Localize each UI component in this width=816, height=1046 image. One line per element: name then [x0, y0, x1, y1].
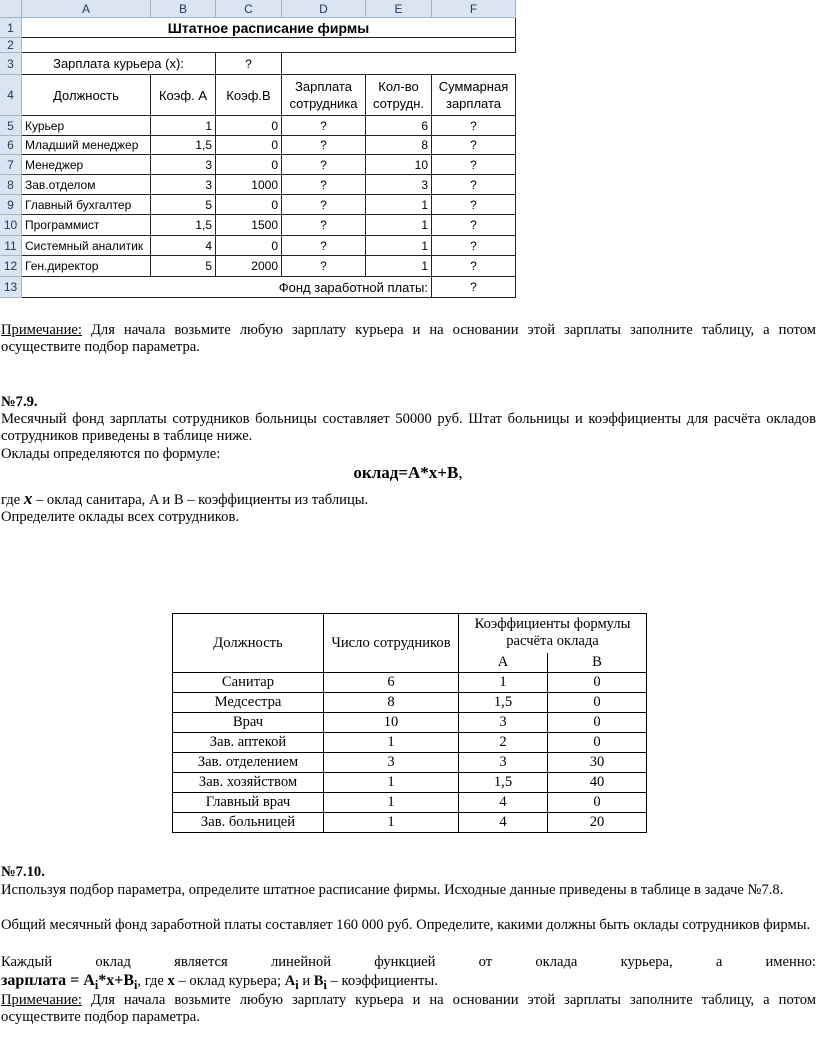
header-coef-b: B [548, 653, 647, 673]
f-a: A [284, 973, 296, 989]
column-title: Должность [22, 75, 151, 116]
table-row [173, 793, 647, 813]
task-7-10-formula-line [1, 972, 816, 994]
formula-text: оклад=A*x+B [353, 463, 459, 482]
cell-salary: ? [282, 136, 366, 155]
cell-count: 6 [324, 673, 459, 693]
cell-coef-b: 2000 [216, 256, 282, 277]
cell-total: ? [432, 215, 516, 236]
cell-coef-b: 0 [216, 116, 282, 136]
cell-position: Главный бухгалтер [22, 195, 151, 215]
cell-coef-b: 0 [548, 673, 647, 693]
cell-position: Врач [173, 713, 324, 733]
cell-salary: ? [282, 236, 366, 256]
header-count: Число сотрудников [324, 614, 459, 673]
note-text: Для начала возьмите любую зарплату курьера и на основании этой зарплаты заполните таблицу, а потом осуществите подбор параметра. [1, 322, 816, 355]
empty-cells [282, 53, 516, 75]
f-sub-a: i [295, 977, 299, 992]
cell-total: ? [432, 136, 516, 155]
cell-coef-b: 0 [216, 136, 282, 155]
cell-total: ? [432, 195, 516, 215]
cell-coef-a: 1 [459, 673, 548, 693]
courier-label: Зарплата курьера (x): [22, 53, 216, 75]
cell-coef-a: 1,5 [151, 136, 216, 155]
cell-coef-b: 0 [548, 733, 647, 753]
cell-coef-a: 5 [151, 195, 216, 215]
cell-total: ? [432, 155, 516, 175]
task-7-9-heading: №7.9. [1, 394, 38, 410]
note-label: Примечание: [1, 992, 82, 1008]
row-header: 12 [0, 256, 22, 277]
select-all-corner [0, 0, 22, 18]
column-header: B [151, 0, 216, 18]
f-end: – коэффициенты. [326, 973, 438, 989]
header-position: Должность [173, 614, 324, 673]
cell-total: ? [432, 236, 516, 256]
cell-coef-b: 40 [548, 773, 647, 793]
cell-coef-a: 3 [459, 713, 548, 733]
column-title: Коэф. A [151, 75, 216, 116]
row-header: 4 [0, 75, 22, 116]
cell-salary: ? [282, 195, 366, 215]
task-7-10-paragraph-2: Общий месячный фонд заработной платы составляет 160 000 руб. Определите, какими должны быть оклады сотрудников фирмы. [1, 917, 811, 933]
cell-position: Зав. хозяйством [173, 773, 324, 793]
where-x: x [23, 489, 33, 508]
f-x: x [167, 973, 175, 989]
cell-salary: ? [282, 175, 366, 195]
cell-position: Системный аналитик [22, 236, 151, 256]
cell-count: 8 [366, 136, 432, 155]
task-7-9-paragraph-1: Месячный фонд зарплаты сотрудников больницы составляет 50000 руб. Штат больницы и коэффициенты для расчёта окладов сотрудников приведены в таблице ниже. [1, 411, 816, 444]
cell-count: 1 [366, 215, 432, 236]
row-header: 11 [0, 236, 22, 256]
cell-position: Ген.директор [22, 256, 151, 277]
table-row [173, 813, 647, 833]
formula-suffix: , [458, 463, 463, 482]
column-title: Зарплата сотрудника [282, 75, 366, 116]
row-header: 6 [0, 136, 22, 155]
cell-position: Программист [22, 215, 151, 236]
cell-count: 1 [324, 793, 459, 813]
f-and: и [298, 973, 314, 989]
cell-coef-a: 1,5 [459, 693, 548, 713]
cell-salary: ? [282, 256, 366, 277]
table-row [173, 733, 647, 753]
row-header: 13 [0, 277, 22, 298]
cell-count: 3 [366, 175, 432, 195]
excel-screenshot [0, 0, 516, 298]
hospital-table [172, 613, 647, 833]
cell-coef-a: 4 [459, 813, 548, 833]
cell-salary: ? [282, 155, 366, 175]
cell-coef-a: 1 [151, 116, 216, 136]
cell-position: Младший менеджер [22, 136, 151, 155]
task-7-10-note [1, 992, 816, 1026]
column-header: A [22, 0, 151, 18]
cell-coef-b: 1000 [216, 175, 282, 195]
row-header: 1 [0, 18, 22, 38]
cell-coef-b: 0 [216, 195, 282, 215]
table-row [173, 753, 647, 773]
f-b: B [313, 973, 324, 989]
cell-coef-b: 0 [548, 793, 647, 813]
cell-position: Менеджер [22, 155, 151, 175]
column-header: C [216, 0, 282, 18]
cell-coef-a: 1,5 [151, 215, 216, 236]
note-paragraph-1 [1, 322, 816, 356]
cell-position: Зав.отделом [22, 175, 151, 195]
task-7-10-heading: №7.10. [1, 864, 45, 880]
cell-total: ? [432, 256, 516, 277]
column-title: Суммарная зарплата [432, 75, 516, 116]
cell-count: 6 [366, 116, 432, 136]
cell-position: Зав. отделением [173, 753, 324, 773]
cell-coef-a: 3 [459, 753, 548, 773]
sheet-title: Штатное расписание фирмы [22, 18, 516, 38]
cell-coef-b: 0 [216, 236, 282, 256]
empty-row [22, 38, 516, 53]
cell-count: 8 [324, 693, 459, 713]
row-header: 9 [0, 195, 22, 215]
column-header: D [282, 0, 366, 18]
task-7-9-where [1, 490, 816, 509]
table-row [173, 713, 647, 733]
cell-position: Санитар [173, 673, 324, 693]
f-label: зарплата = [1, 972, 84, 989]
cell-count: 1 [366, 256, 432, 277]
note-text: Для начала возьмите любую зарплату курьера и на основании этой зарплаты заполните таблицу, а потом осуществите подбор параметра. [1, 992, 816, 1025]
row-header: 2 [0, 38, 22, 53]
cell-count: 1 [324, 733, 459, 753]
fund-value: ? [432, 277, 516, 298]
cell-position: Курьер [22, 116, 151, 136]
cell-position: Зав. аптекой [173, 733, 324, 753]
task-7-10-paragraph-3: Каждый оклад является линейной функцией от оклада курьера, а именно: [1, 954, 816, 970]
column-title: Кол-во сотрудн. [366, 75, 432, 116]
task-7-9-paragraph-3: Определите оклады всех сотрудников. [1, 509, 239, 525]
cell-coef-a: 4 [459, 793, 548, 813]
row-header: 7 [0, 155, 22, 175]
task-7-10-paragraph-1: Используя подбор параметра, определите штатное расписание фирмы. Исходные данные приведены в таблице в задаче №7.8. [1, 882, 784, 898]
fund-label: Фонд заработной платы: [22, 277, 432, 298]
note-label: Примечание: [1, 322, 82, 338]
cell-position: Медсестра [173, 693, 324, 713]
row-header: 5 [0, 116, 22, 136]
cell-count: 3 [324, 753, 459, 773]
row-header: 3 [0, 53, 22, 75]
cell-position: Главный врач [173, 793, 324, 813]
column-title: Коэф.B [216, 75, 282, 116]
cell-salary: ? [282, 215, 366, 236]
f-sub-i: i [94, 977, 99, 992]
f-sub-i2: i [134, 977, 138, 992]
cell-coef-a: 2 [459, 733, 548, 753]
cell-coef-a: 3 [151, 175, 216, 195]
cell-coef-b: 0 [548, 693, 647, 713]
courier-value: ? [216, 53, 282, 75]
cell-count: 1 [324, 773, 459, 793]
cell-coef-b: 1500 [216, 215, 282, 236]
table-row [173, 773, 647, 793]
cell-salary: ? [282, 116, 366, 136]
cell-count: 1 [324, 813, 459, 833]
f-sub-b: i [323, 977, 327, 992]
column-header: F [432, 0, 516, 18]
f-expr1: A [83, 972, 95, 989]
f-mid: , где [137, 973, 168, 989]
cell-coef-a: 5 [151, 256, 216, 277]
row-header: 8 [0, 175, 22, 195]
f-mid2: – оклад курьера; [174, 973, 285, 989]
cell-count: 10 [324, 713, 459, 733]
cell-coef-b: 30 [548, 753, 647, 773]
cell-position: Зав. больницей [173, 813, 324, 833]
cell-coef-b: 20 [548, 813, 647, 833]
cell-coef-a: 1,5 [459, 773, 548, 793]
where-pre: где [1, 492, 24, 508]
cell-coef-b: 0 [216, 155, 282, 175]
column-header: E [366, 0, 432, 18]
cell-count: 1 [366, 195, 432, 215]
row-header: 10 [0, 215, 22, 236]
f-expr2: *x+B [98, 972, 135, 989]
where-post: – оклад санитара, A и B – коэффициенты из таблицы. [32, 492, 369, 508]
salary-formula [0, 463, 816, 483]
cell-coef-a: 3 [151, 155, 216, 175]
cell-coef-a: 4 [151, 236, 216, 256]
cell-count: 1 [366, 236, 432, 256]
cell-count: 10 [366, 155, 432, 175]
header-coef-a: A [459, 653, 548, 673]
table-row [173, 673, 647, 693]
table-row [173, 693, 647, 713]
cell-total: ? [432, 116, 516, 136]
header-coefficients: Коэффициенты формулы расчёта оклада [459, 614, 647, 653]
task-7-9-paragraph-2: Оклады определяются по формуле: [1, 446, 221, 462]
cell-coef-b: 0 [548, 713, 647, 733]
cell-total: ? [432, 175, 516, 195]
